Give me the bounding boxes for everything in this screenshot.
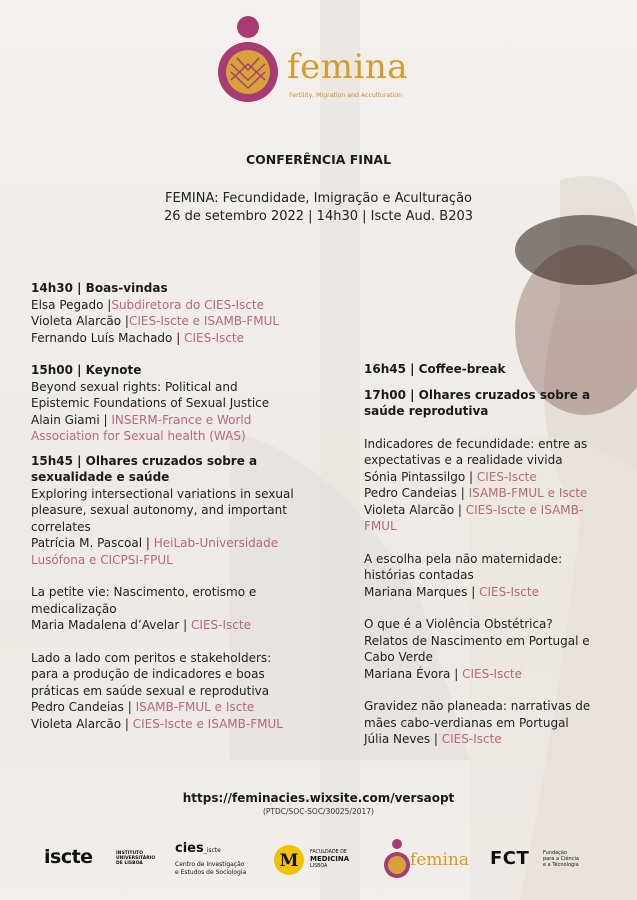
fmul-logo: M FACULDADE DE MEDICINA LISBOA [273, 844, 353, 876]
femina-footer-logo: femina [384, 838, 479, 882]
cies-logo: cies_iscte Centro de Investigação e Estudos de Sociologia [175, 841, 247, 876]
brand-tagline: Fertility, Migration and Acculturation [289, 92, 403, 99]
speaker-row: Mariana Marques | CIES-Iscte [364, 584, 539, 599]
speaker-row: Sónia Pintassilgo | CIES-Iscte [364, 469, 537, 484]
talk-title-line: histórias contadas [364, 568, 474, 582]
talk-title-line: para a produção de indicadores e boas [31, 667, 265, 681]
talk-title-line: O que é a Violência Obstétrica? [364, 617, 553, 631]
talk-title-line: Beyond sexual rights: Political and [31, 379, 238, 394]
iscte-logo: iscte INSTITUTO UNIVERSITÁRIO DE LISBOA [44, 846, 156, 868]
program-right-column: 16h45 | Coffee-break 17h00 | Olhares cruzados sobre a saúde reprodutiva Indicadores de fecundidade: entre as expectativas e a realidade vivida Sónia Pintassilgo | CIES-Iscte Pedro Candeias | ISAMB-FMUL e Iscte Violeta Alarcão | CIES-Iscte e ISAMB- FMUL A escolha pela não maternidade: histórias contadas Mariana Marques | CIES-Iscte O que é a Violência Obstétrica? Relatos de Nascimento em Portugal e Cabo Verde Mariana Évora | CIES-Iscte Gravidez não planeada: narrativas de mães cabo-verdianas em Portugal Júlia Neves | CIES-Iscte [364, 361, 614, 748]
talk-title-line: mães cabo-verdianas em Portugal [364, 715, 569, 730]
event-subtitle: FEMINA: Fecundidade, Imigração e Aculturação [164, 191, 472, 206]
program-left-column: 14h30 | Boas-vindas Elsa Pegado |Subdiretora do CIES-Iscte Violeta Alarcão |CIES-Iscte e ISAMB-FMUL Fernando Luís Machado | CIES-Iscte 15h00 | Keynote Beyond sexual rights: Political and Epistemic Foundations of Sexual Justice Alain Giami | INSERM-France e World Association for Sexual health (WAS) 15h45 | Olhares cruzados sobre a sexualidade e saúde Exploring intersectional variations in sexual pleasure, sexual autonomy, and important correlates Patrícia M. Pascoal | HeiLab-Universidade Lusófona e CICPSI-FPUL La petite vie: Nascimento, erotismo e medicalização Maria Madalena d’Avelar | CIES-Iscte Lado a lado com peritos e stakeholders: para a produção de indicadores e boas práticas em saúde sexual e reprodutiva Pedro Candeias | ISAMB-FMUL e Iscte Violeta Alarcão | CIES-Iscte e ISAMB-FMUL [31, 280, 331, 732]
brand-wordmark: femina [287, 47, 408, 87]
talk-title-line: Gravidez não planeada: narrativas de [364, 699, 591, 713]
affiliation-line: FMUL [364, 519, 397, 533]
project-url-link[interactable]: https://feminacies.wixsite.com/versaopt [182, 791, 455, 805]
speaker-row: Violeta Alarcão | CIES-Iscte e ISAMB- [364, 502, 584, 517]
speaker-row: Maria Madalena d’Avelar | CIES-Iscte [31, 618, 251, 632]
speaker-row: Mariana Évora | CIES-Iscte [364, 666, 523, 681]
femina-logo [215, 10, 425, 105]
talk-title-line: La petite vie: Nascimento, erotismo e [31, 585, 257, 599]
speaker-row: Pedro Candeias | ISAMB-FMUL e Iscte [364, 486, 588, 500]
coffee-break: 16h45 | Coffee-break [364, 362, 506, 376]
speaker-row: Violeta Alarcão |CIES-Iscte e ISAMB-FMUL [31, 314, 280, 328]
speaker-row: Júlia Neves | CIES-Iscte [364, 732, 502, 746]
talk-title-line: Lado a lado com peritos e stakeholders: [31, 650, 272, 665]
talk-title-line: práticas em saúde sexual e reprodutiva [31, 683, 270, 698]
speaker-row: Fernando Luís Machado | CIES-Iscte [31, 330, 245, 345]
speaker-row: Patrícia M. Pascoal | HeiLab-Universidade [31, 536, 279, 550]
speaker-row: Elsa Pegado |Subdiretora do CIES-Iscte [31, 297, 265, 312]
affiliation-line: Association for Sexual health (WAS) [31, 429, 246, 443]
speaker-row: Alain Giami | INSERM-France e World [31, 412, 252, 427]
talk-title-line: correlates [31, 519, 91, 534]
session-keynote-title: 15h00 | Keynote [31, 363, 142, 377]
svg-text:M: M [279, 851, 299, 871]
talk-title-line: pleasure, sexual autonomy, and important [31, 503, 287, 517]
fmul-emblem-icon [273, 844, 305, 876]
event-title: CONFERÊNCIA FINAL [245, 152, 392, 167]
event-date: 26 de setembro 2022 | 14h30 | Iscte Aud. B203 [163, 209, 474, 224]
speaker-row: Pedro Candeias | ISAMB-FMUL e Iscte [31, 700, 255, 714]
talk-title-line: Relatos de Nascimento em Portugal e [364, 633, 590, 648]
session-reproductive-title: 17h00 | Olhares cruzados sobre a [364, 387, 591, 402]
femina-emblem-icon [215, 10, 295, 105]
talk-title-line: medicalização [31, 601, 117, 616]
session-welcome-title: 14h30 | Boas-vindas [31, 281, 168, 295]
speaker-row: Violeta Alarcão | CIES-Iscte e ISAMB-FMUL [31, 716, 283, 731]
affiliation-line: Lusófona e CICPSI-FPUL [31, 552, 173, 567]
project-code: (PTDC/SOC-SOC/30025/2017) [262, 807, 374, 816]
talk-title-line: Indicadores de fecundidade: entre as [364, 436, 588, 451]
talk-title-line: Epistemic Foundations of Sexual Justice [31, 396, 270, 410]
talk-title-line: Cabo Verde [364, 650, 433, 664]
session-sexuality-title: 15h45 | Olhares cruzados sobre a [31, 453, 258, 468]
fct-logo: FCT Fundação para a Ciência e a Tecnologia [490, 848, 579, 869]
talk-title-line: A escolha pela não maternidade: [364, 551, 563, 566]
talk-title-line: Exploring intersectional variations in sexual [31, 486, 294, 501]
talk-title-line: expectativas e a realidade vivida [364, 453, 563, 467]
